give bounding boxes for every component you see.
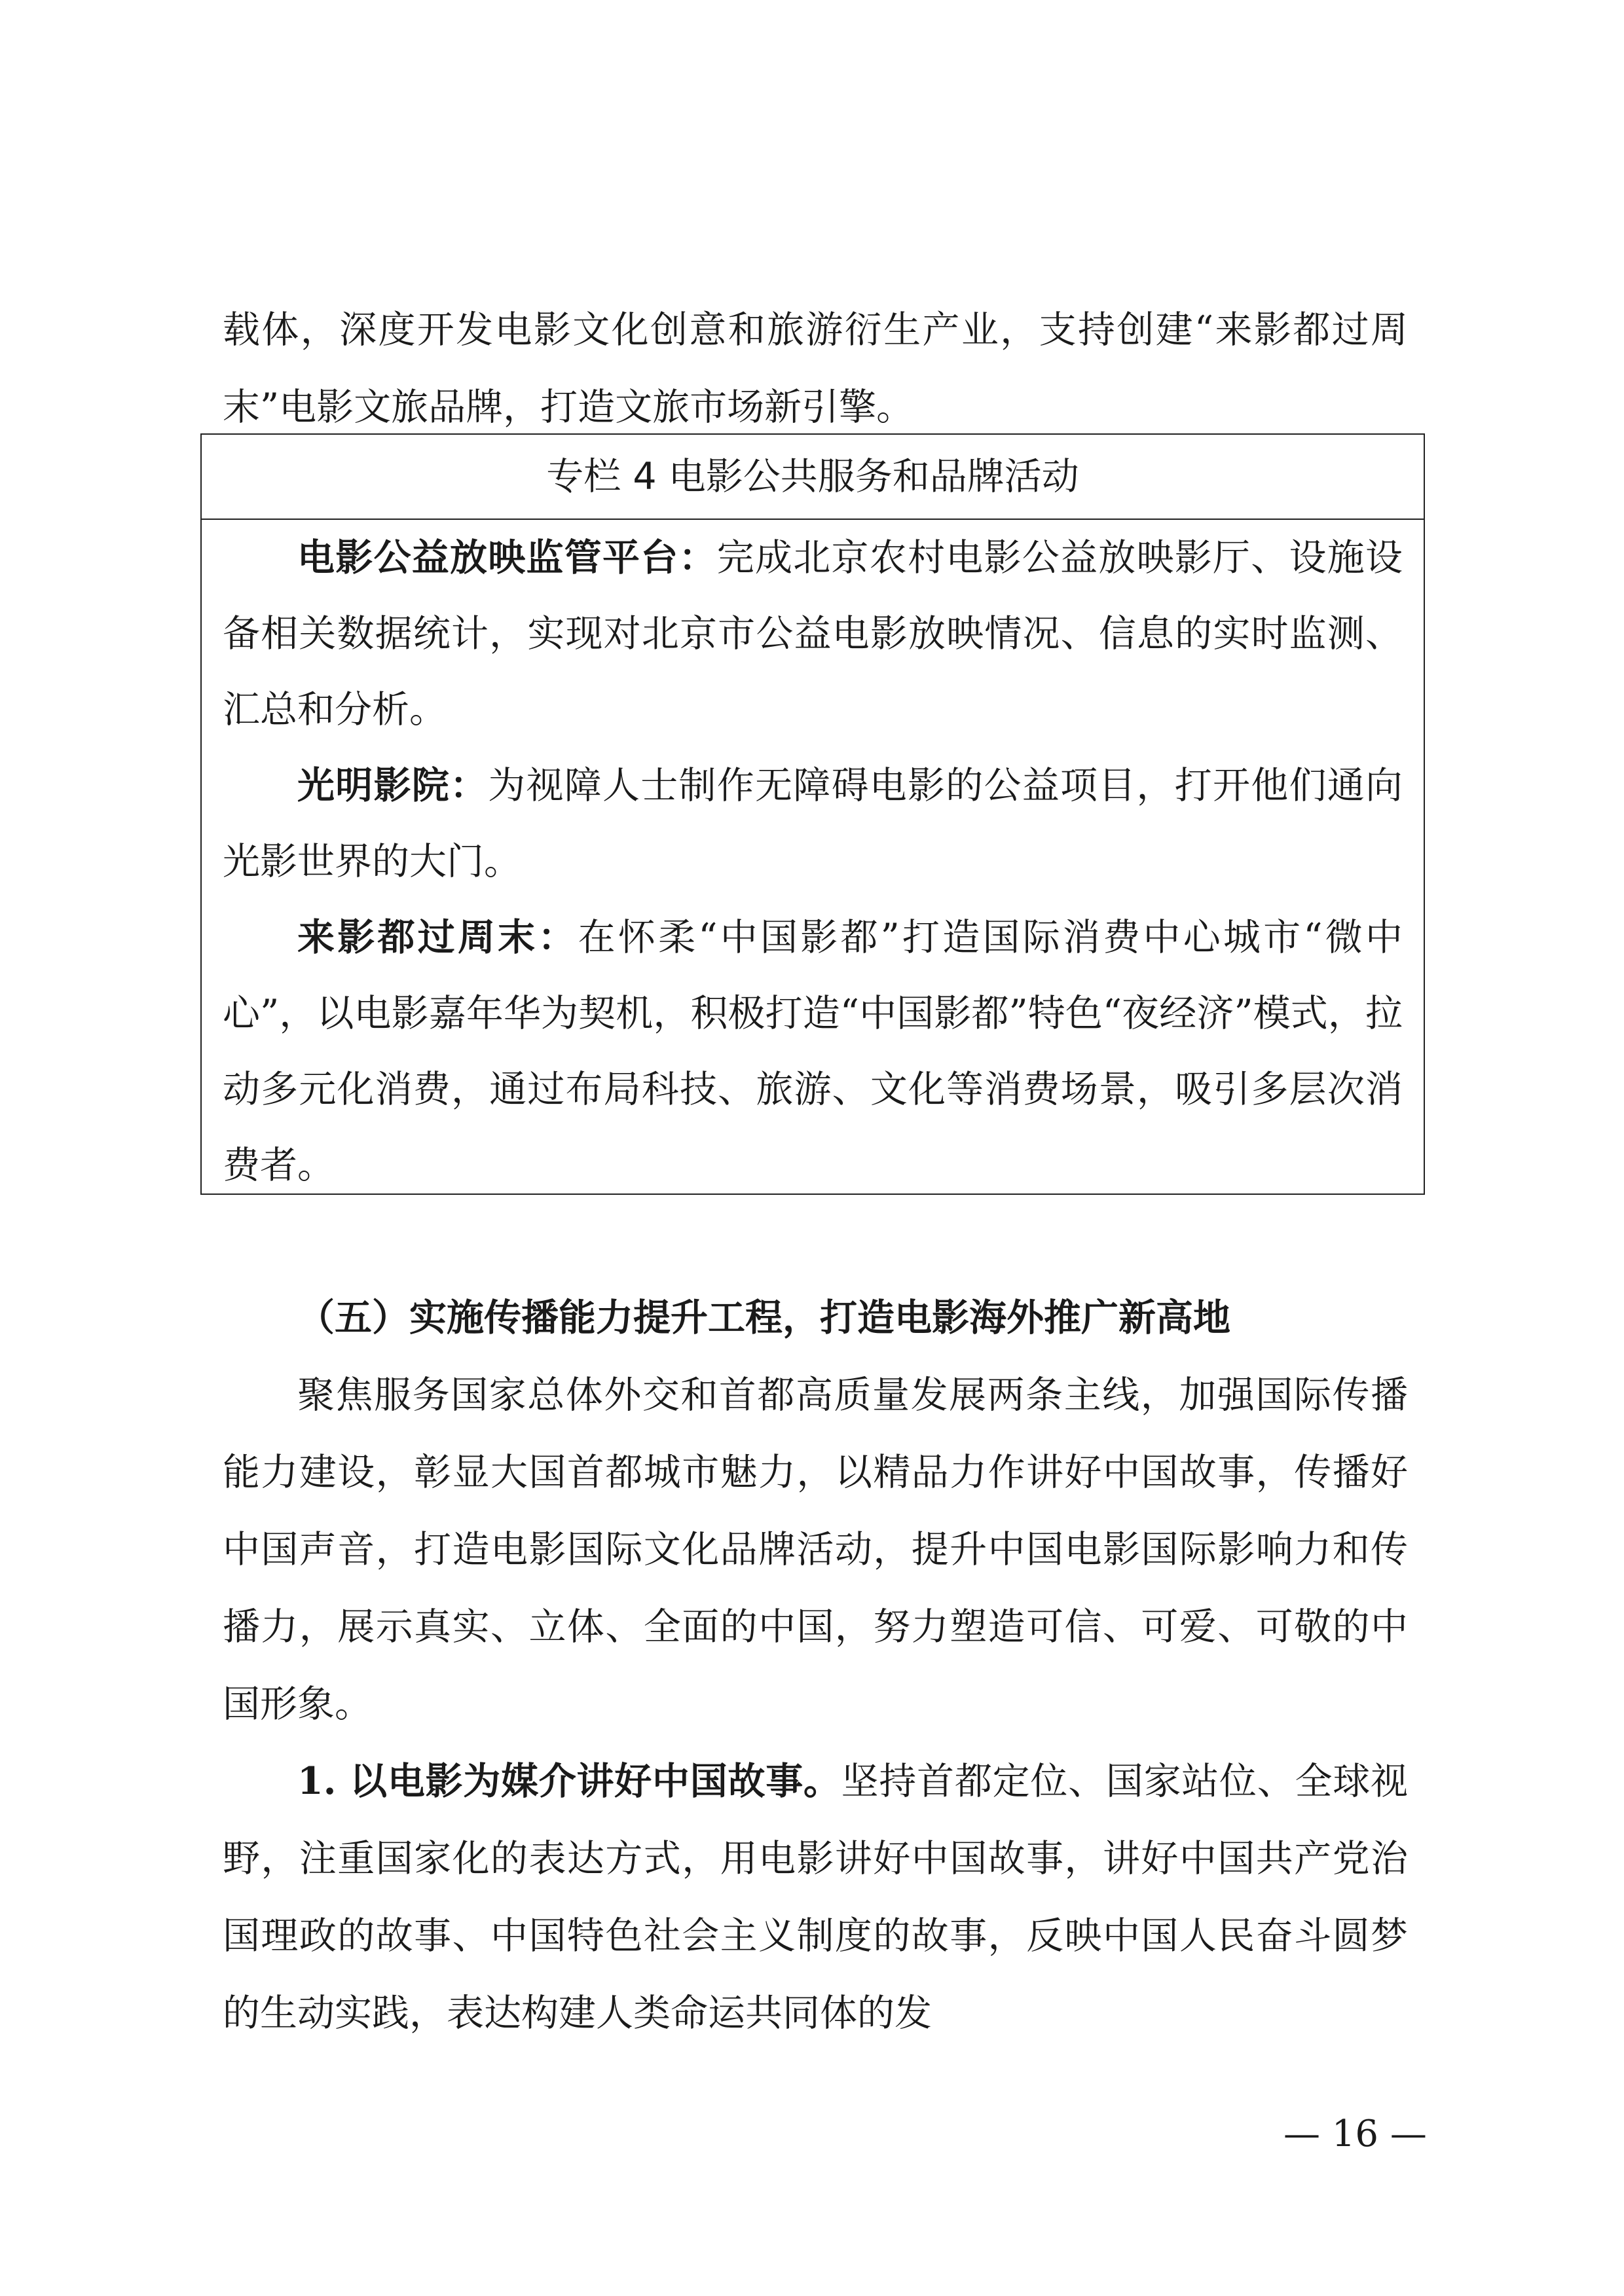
- feature-box-body: [202, 520, 1424, 1203]
- feature-box: [200, 433, 1425, 1195]
- point-1-text: 坚持首都定位、国家站位、全球视野，注重国家化的表达方式，用电影讲好中国故事，讲好中国共产党治国理政的故事、中国特色社会主义制度的故事，反映中国人民奋斗圆梦的生动实践，表达构建人类命运共同体的发: [223, 1760, 1408, 2035]
- box-item-lead: 光明影院：: [297, 763, 489, 807]
- feature-box-title: 专栏 4 电影公共服务和品牌活动: [202, 435, 1424, 520]
- point-1-lead: 1. 以电影为媒介讲好中国故事。: [297, 1759, 841, 1803]
- box-item-text: 完成北京农村电影公益放映影厅、设施设备相关数据统计，实现对北京市公益电影放映情况、信息的实时监测、汇总和分析。: [223, 536, 1403, 731]
- box-item-text: 为视障人士制作无障碍电影的公益项目，打开他们通向光影世界的大门。: [223, 764, 1403, 883]
- box-item-film-weekend: [223, 900, 1403, 1203]
- box-item-text: 在怀柔“中国影都”打造国际消费中心城市“微中心”，以电影嘉年华为契机，积极打造“中国影都”特色“夜经济”模式，拉动多元化消费，通过布局科技、旅游、文化等消费场景，吸引多层次消费者。: [223, 916, 1403, 1187]
- box-item-guangming-cinema: [223, 748, 1403, 900]
- page-number: — 16 —: [1283, 2113, 1427, 2155]
- box-item-lead: 电影公益放映监管平台：: [297, 536, 717, 579]
- point-1-paragraph: [223, 1743, 1408, 2052]
- section-heading: （五）实施传播能力提升工程，打造电影海外推广新高地: [297, 1296, 1230, 1339]
- box-item-lead: 来影都过周末：: [297, 915, 578, 959]
- box-item-screening-platform: [223, 520, 1403, 748]
- section-paragraph: 聚焦服务国家总体外交和首都高质量发展两条主线，加强国际传播能力建设，彰显大国首都城市魅力，以精品力作讲好中国故事，传播好中国声音，打造电影国际文化品牌活动，提升中国电影国际影响力和传播力，展示真实、立体、全面的中国，努力塑造可信、可爱、可敬的中国形象。: [223, 1374, 1408, 1726]
- intro-paragraph: 载体，深度开发电影文化创意和旅游衍生产业，支持创建“来影都过周末”电影文旅品牌，打造文旅市场新引擎。: [223, 308, 1408, 429]
